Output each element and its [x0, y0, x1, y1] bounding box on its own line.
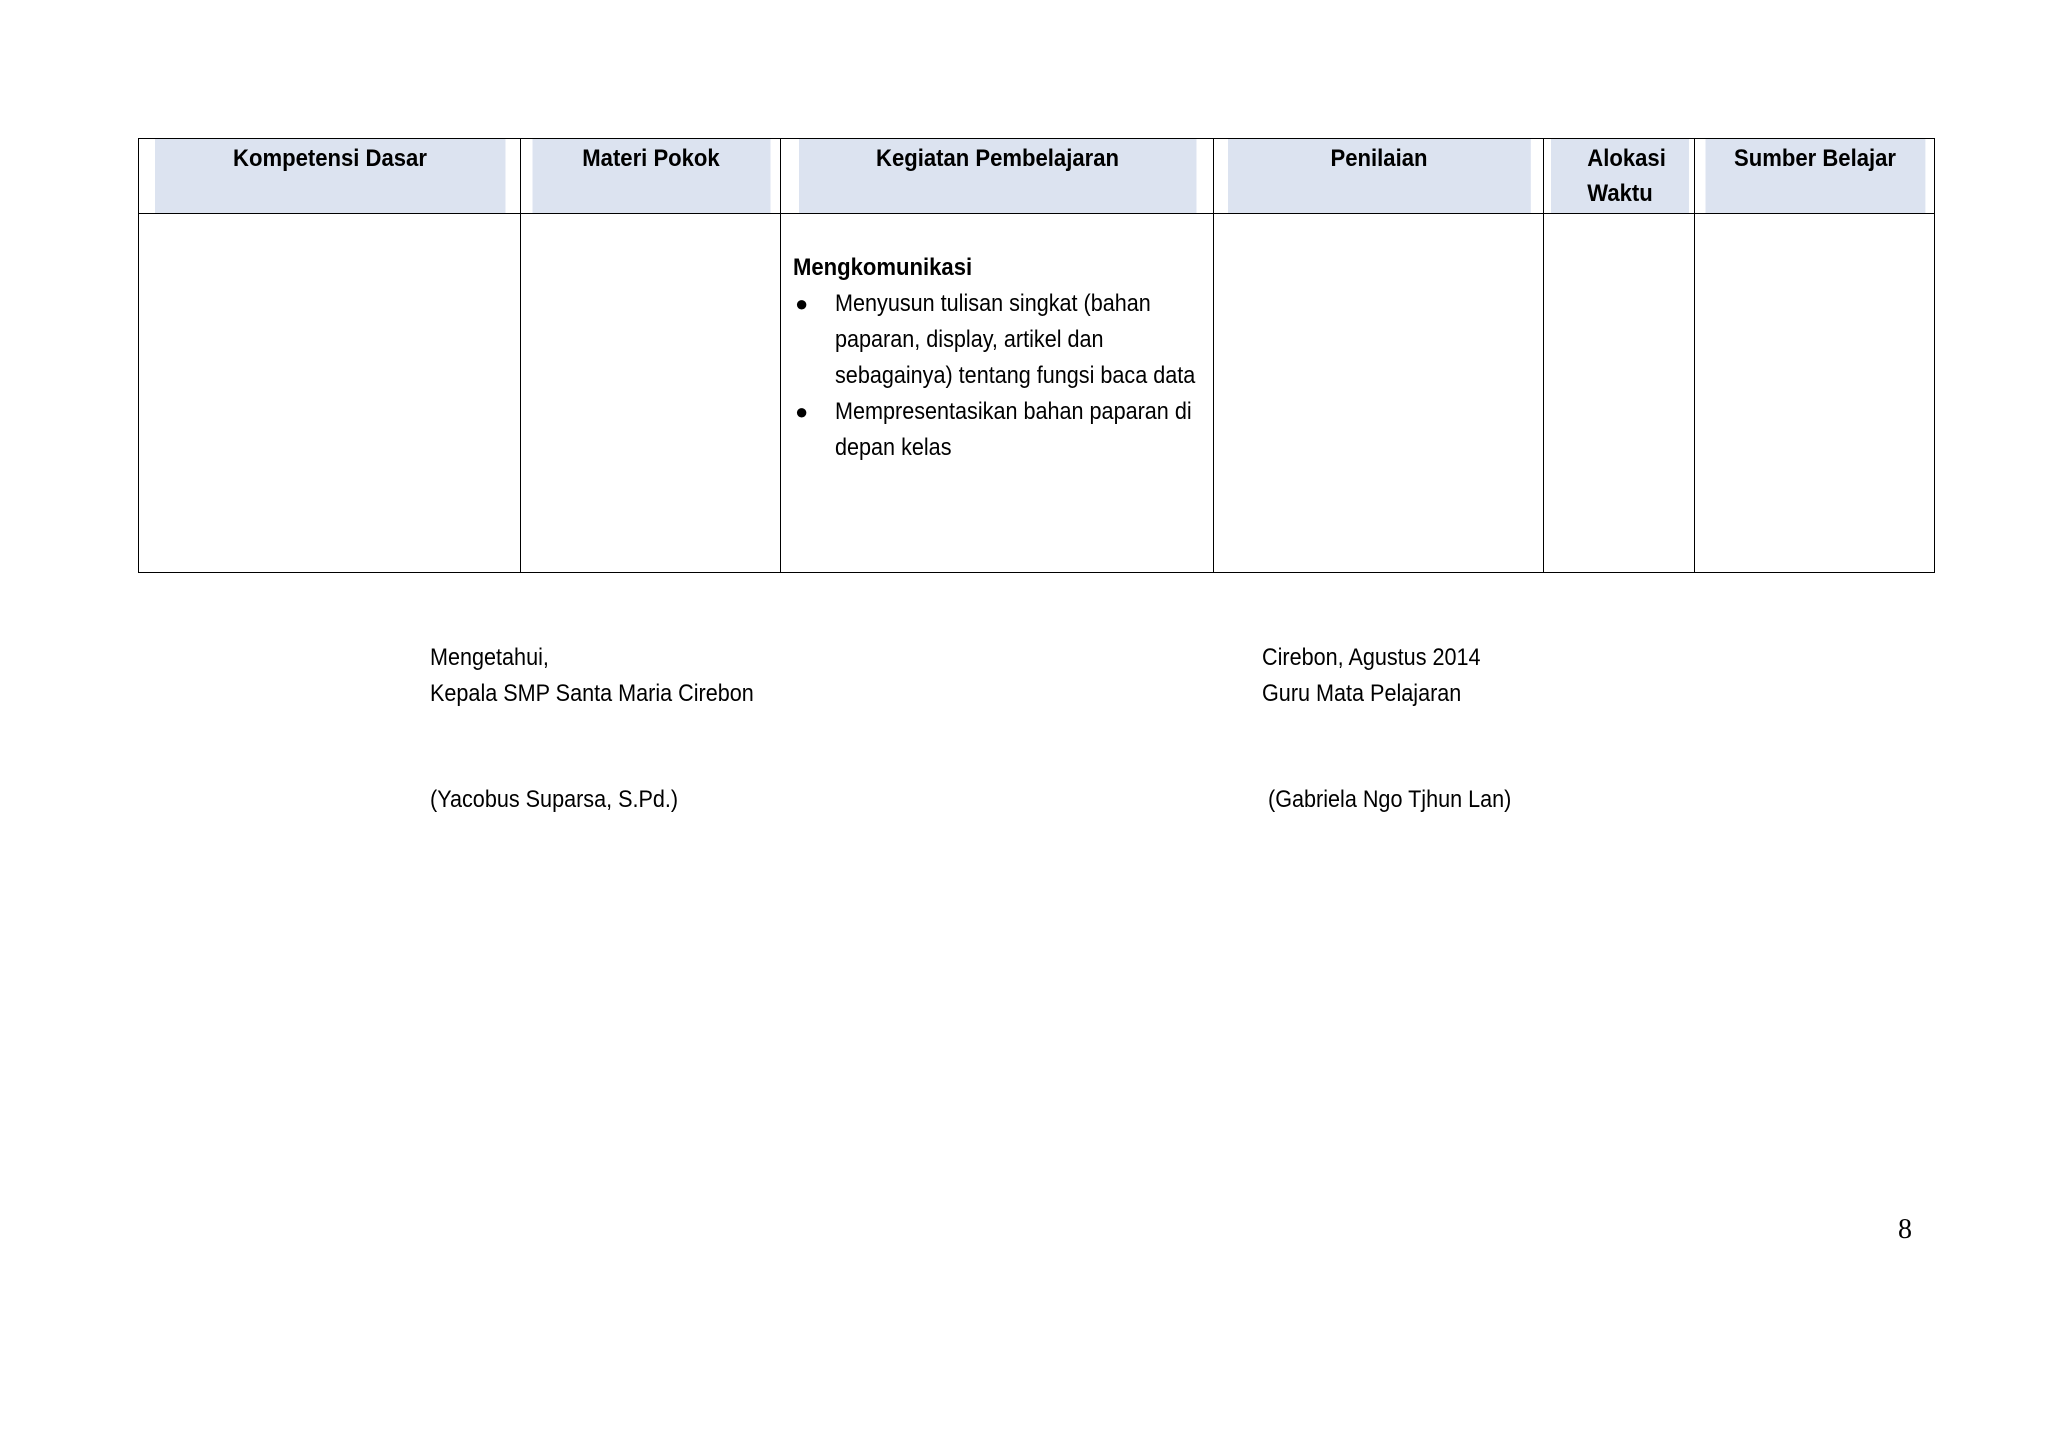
header-kegiatan-pembelajaran: Kegiatan Pembelajaran — [798, 139, 1196, 214]
signature-left-name-text: (Yacobus Suparsa, S.Pd.) — [430, 786, 679, 813]
signature-right-name-text: (Gabriela Ngo Tjhun Lan) — [1268, 786, 1512, 813]
table-row — [139, 214, 1935, 573]
cell-sumber-belajar — [1695, 214, 1935, 573]
header-row — [139, 139, 1935, 214]
cell-materi-pokok — [521, 214, 781, 573]
list-item — [793, 286, 1199, 394]
cell-kegiatan-pembelajaran — [781, 214, 1214, 573]
signature-left-name — [430, 782, 706, 818]
list-item — [793, 394, 1199, 466]
header-sumber-belajar: Sumber Belajar — [1704, 139, 1925, 214]
list-item-text: Menyusun tulisan singkat (bahan paparan, display, artikel dan sebagainya) tentang fungsi baca data — [835, 290, 1196, 389]
signature-right-line2: Guru Mata Pelajaran — [1262, 680, 1462, 707]
header-alokasi-waktu: Alokasi Waktu — [1550, 139, 1689, 214]
syllabus-table — [138, 138, 1935, 573]
signature-left-line2: Kepala SMP Santa Maria Cirebon — [430, 680, 754, 707]
signature-left-header — [430, 640, 790, 712]
section-heading: Mengkomunikasi — [793, 254, 973, 281]
bullet-icon: ● — [795, 291, 809, 316]
activity-list — [793, 286, 1199, 466]
signature-left-line1: Mengetahui, — [430, 644, 549, 671]
header-kompetensi-dasar: Kompetensi Dasar — [154, 139, 505, 214]
list-item-text: Mempresentasikan bahan paparan di depan kelas — [835, 398, 1192, 461]
page-number: 8 — [1898, 1214, 1912, 1245]
cell-penilaian — [1214, 214, 1544, 573]
cell-kompetensi-dasar — [139, 214, 521, 573]
table-header — [139, 139, 1935, 214]
table-body — [139, 214, 1935, 573]
header-materi-pokok: Materi Pokok — [531, 139, 770, 214]
signature-right-line1: Cirebon, Agustus 2014 — [1262, 644, 1481, 671]
signature-right-header — [1262, 640, 1505, 712]
cell-alokasi-waktu — [1544, 214, 1695, 573]
signature-right-name — [1268, 782, 1538, 818]
header-penilaian: Penilaian — [1227, 139, 1531, 214]
bullet-icon: ● — [795, 399, 809, 424]
